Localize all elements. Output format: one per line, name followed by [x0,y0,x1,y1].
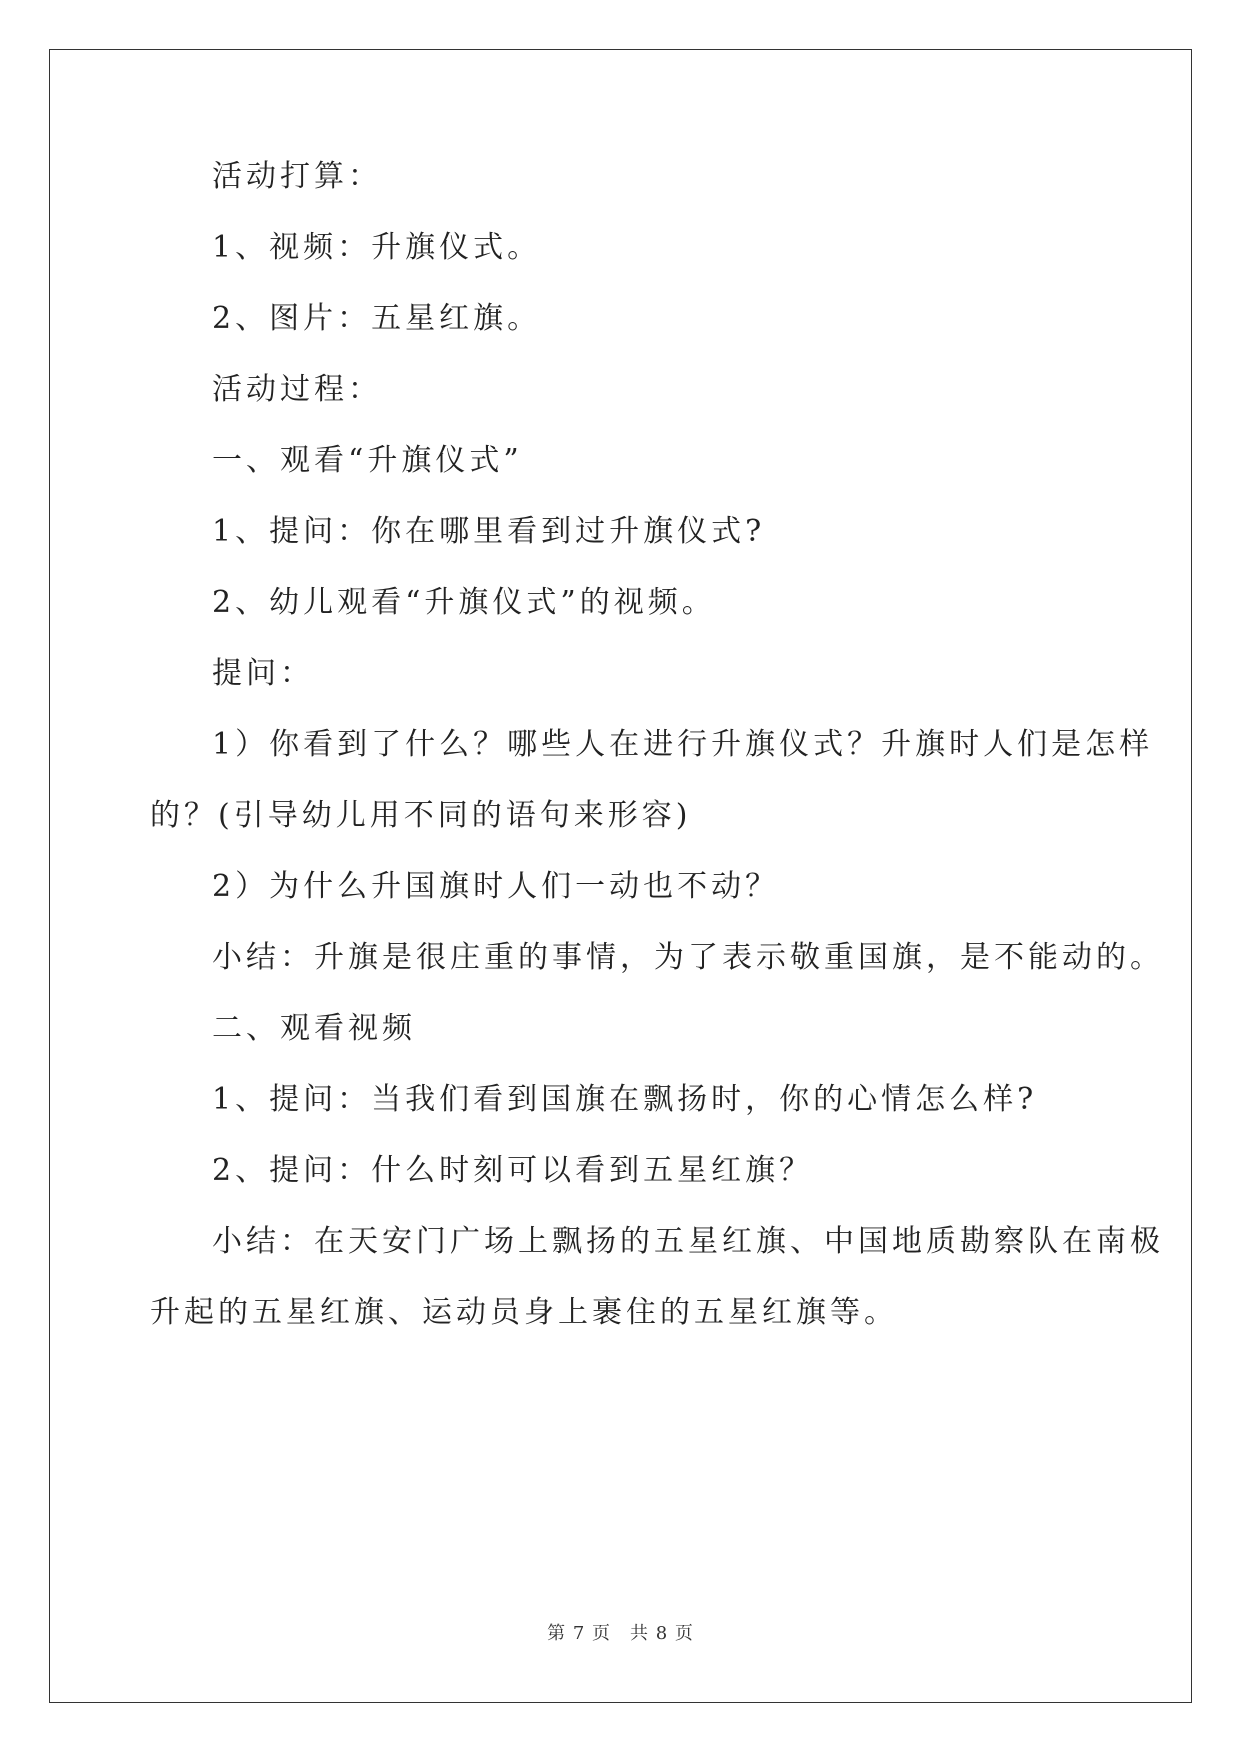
text-line: 活动过程： [212,372,382,407]
text-line: 的？(引导幼儿用不同的语句来形容) [150,798,692,833]
summary-line: 小结：在天安门广场上飘扬的五星红旗、中国地质勘察队在南极 [212,1224,1164,1259]
text-line: 2、幼儿观看“升旗仪式”的视频。 [212,585,716,620]
text-line: 2）为什么升国旗时人们一动也不动？ [212,869,780,904]
text-line: 提问： [212,656,314,691]
summary-line: 小结：升旗是很庄重的事情，为了表示敬重国旗，是不能动的。 [212,940,1164,975]
text-line: 1、视频：升旗仪式。 [212,230,542,265]
text-line: 1、提问：你在哪里看到过升旗仪式? [212,514,766,549]
text-line: 2、提问：什么时刻可以看到五星红旗？ [212,1153,814,1188]
section-heading: 一、观看“升旗仪式” [212,443,523,478]
text-line: 1）你看到了什么？哪些人在进行升旗仪式？升旗时人们是怎样 [212,727,1154,762]
text-line: 活动打算： [212,159,382,194]
page-number-footer: 第 7 页 共 8 页 [547,1623,694,1644]
section-heading: 二、观看视频 [212,1011,416,1046]
text-line: 2、图片：五星红旗。 [212,301,542,336]
text-line: 1、提问：当我们看到国旗在飘扬时，你的心情怎么样? [212,1082,1038,1117]
text-line: 升起的五星红旗、运动员身上裹住的五星红旗等。 [150,1295,898,1330]
